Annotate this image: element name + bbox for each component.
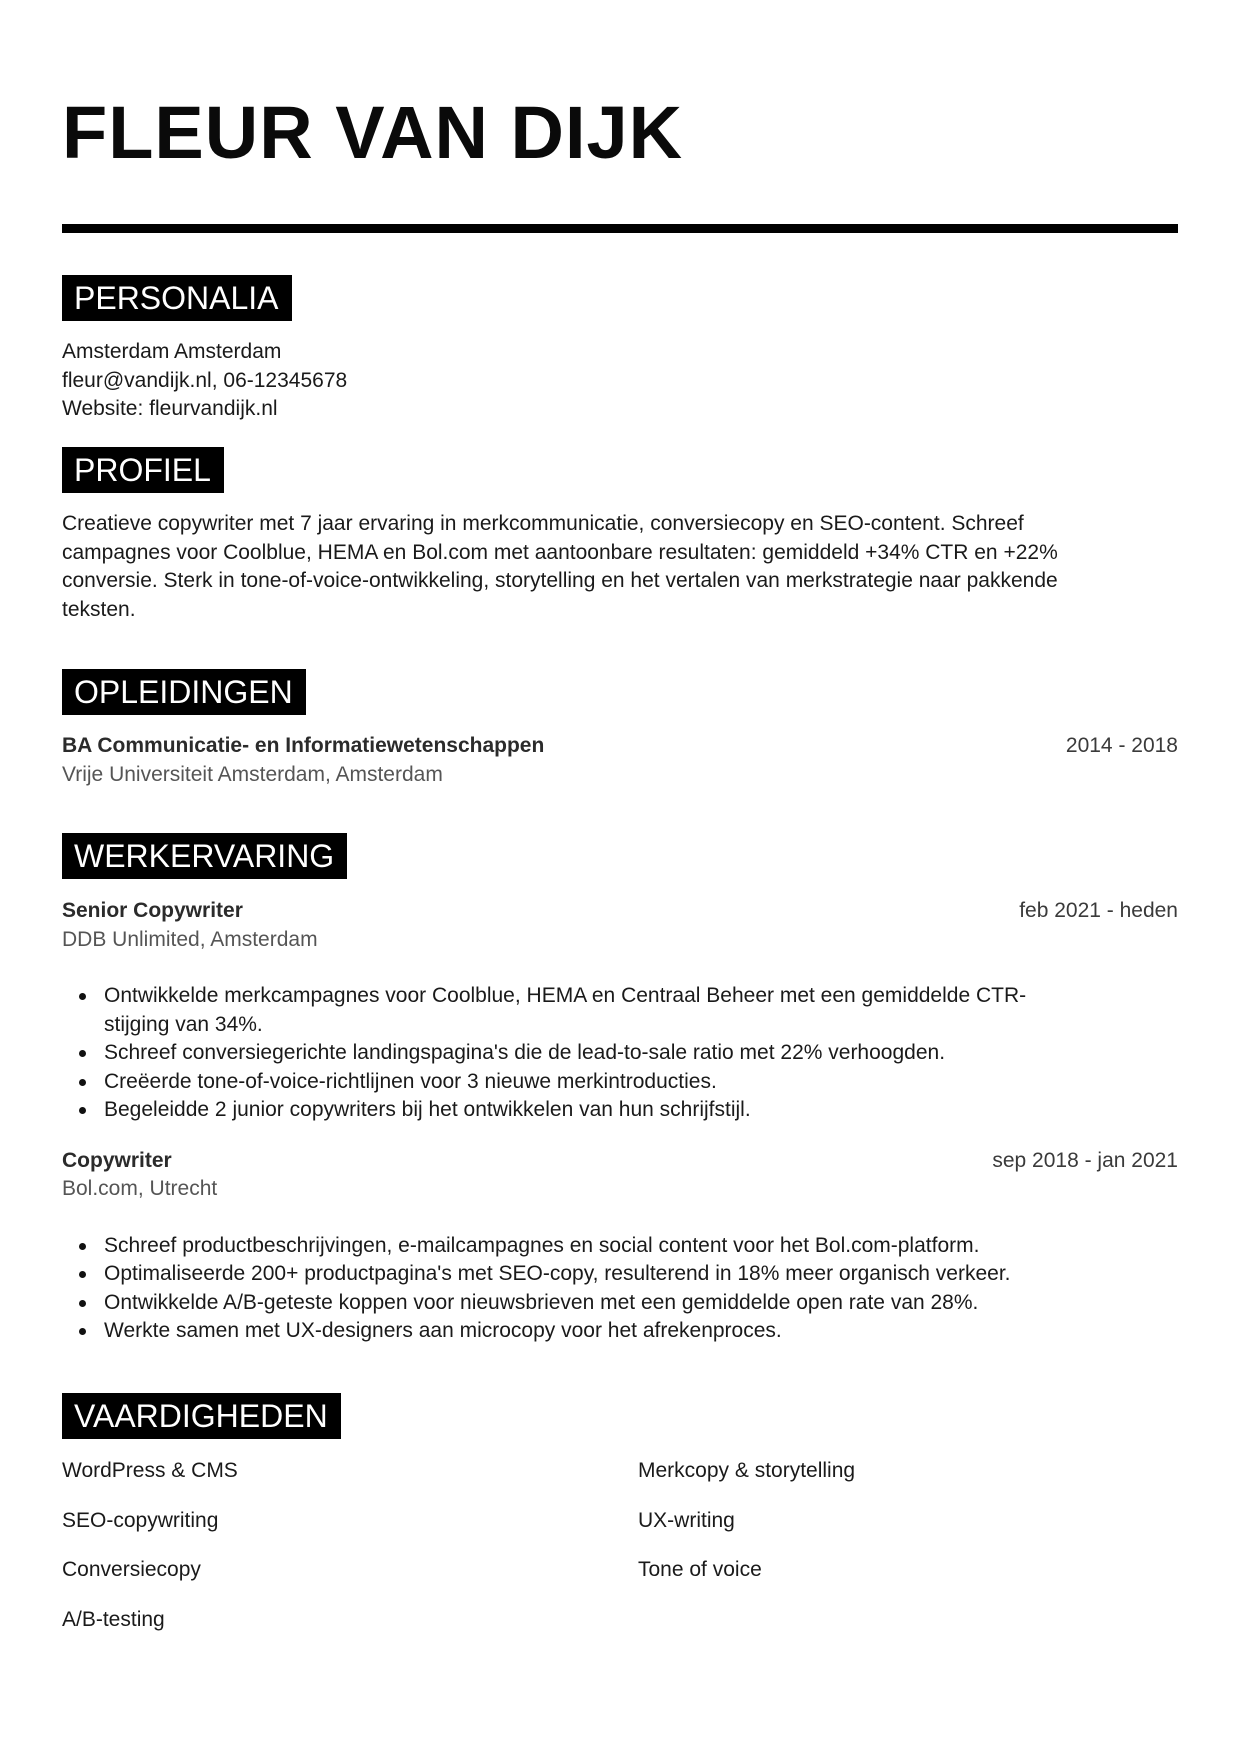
job-date: feb 2021 - heden — [1019, 899, 1178, 922]
skill-item: A/B-testing — [62, 1607, 165, 1631]
skill-item: SEO-copywriting — [62, 1508, 219, 1532]
section-profiel — [62, 447, 1178, 624]
bullet-dot-icon — [79, 1050, 86, 1057]
bullet-dot-icon — [79, 1300, 86, 1307]
section-heading-profiel: PROFIEL — [62, 447, 224, 493]
job-date: sep 2018 - jan 2021 — [992, 1148, 1178, 1172]
bullet-item: Schreef conversiegerichte landingspagina's die de lead-to-sale ratio met 22% verhoogden. — [62, 1039, 1178, 1068]
section-personalia — [62, 275, 1178, 424]
section-vaardigheden — [62, 1393, 1178, 1634]
skill-item: Conversiecopy — [62, 1558, 201, 1581]
skill-item: Tone of voice — [638, 1558, 762, 1581]
bullet-item: Creëerde tone-of-voice-richtlijnen voor 3 nieuwe merkintroducties. — [62, 1068, 1178, 1097]
profile-line: teksten. — [62, 597, 136, 621]
job-header — [62, 897, 1178, 926]
header-divider — [62, 224, 1178, 233]
job-company: Bol.com, Utrecht — [62, 1177, 218, 1200]
education-institution: Vrije Universiteit Amsterdam, Amsterdam — [62, 762, 443, 786]
education-date: 2014 - 2018 — [1065, 734, 1178, 757]
bullet-item: Begeleidde 2 junior copywriters bij het ontwikkelen van hun schrijfstijl. — [62, 1096, 1178, 1125]
candidate-name: FLEUR VAN DIJK — [62, 91, 684, 174]
job-company: DDB Unlimited, Amsterdam — [62, 927, 318, 951]
bullet-item: Optimaliseerde 200+ productpagina's met SEO-copy, resulterend in 18% meer organisch verkeer. — [62, 1260, 1178, 1289]
section-heading-opleidingen: OPLEIDINGEN — [62, 669, 306, 715]
skill-item: WordPress & CMS — [62, 1459, 238, 1482]
job-entry — [62, 897, 1178, 1125]
job-bullets — [62, 1232, 1178, 1346]
section-heading-personalia: PERSONALIA — [62, 275, 292, 321]
education-header — [62, 732, 1178, 761]
education-entry — [62, 732, 1178, 789]
section-werkervaring — [62, 833, 1178, 1346]
bullet-item: Schreef productbeschrijvingen, e-mailcampagnes en social content voor het Bol.com-platform. — [62, 1232, 1178, 1261]
contact-details — [62, 338, 1178, 424]
job-bullets — [62, 982, 1178, 1125]
skills-grid — [62, 1457, 1178, 1634]
bullet-dot-icon — [79, 993, 86, 1000]
section-heading-vaardigheden: VAARDIGHEDEN — [62, 1393, 341, 1439]
job-header — [62, 1147, 1178, 1176]
bullet-item: Werkte samen met UX-designers aan microcopy voor het afrekenproces. — [62, 1317, 1178, 1346]
profile-line: Creatieve copywriter met 7 jaar ervaring in merkcommunicatie, conversiecopy en SEO-content. Schreef — [62, 512, 1024, 535]
bullet-dot-icon — [79, 1243, 86, 1250]
skill-item: UX-writing — [638, 1508, 735, 1532]
bullet-item: Ontwikkelde A/B-geteste koppen voor nieuwsbrieven met een gemiddelde open rate van 28%. — [62, 1289, 1178, 1318]
job-title: Senior Copywriter — [62, 899, 243, 922]
skill-item: Merkcopy & storytelling — [638, 1459, 856, 1482]
bullet-item: Ontwikkelde merkcampagnes voor Coolblue, HEMA en Centraal Beheer met een gemiddelde CTR- stijging van 34%. — [62, 982, 1178, 1039]
bullet-dot-icon — [79, 1079, 86, 1086]
job-title: Copywriter — [62, 1148, 172, 1172]
bullet-dot-icon — [79, 1328, 86, 1335]
contact-email-phone: fleur@vandijk.nl, 06-12345678 — [62, 368, 348, 392]
contact-website: Website: fleurvandijk.nl — [62, 397, 278, 420]
job-entry — [62, 1147, 1178, 1346]
contact-address: Amsterdam Amsterdam — [62, 340, 282, 363]
education-degree: BA Communicatie- en Informatiewetenschappen — [62, 734, 545, 757]
bullet-dot-icon — [79, 1271, 86, 1278]
bullet-dot-icon — [79, 1107, 86, 1114]
profile-summary — [62, 510, 1178, 624]
section-heading-werkervaring: WERKERVARING — [62, 833, 347, 879]
profile-line: conversie. Sterk in tone-of-voice-ontwikkeling, storytelling en het vertalen van merkstrategie naar pakkende — [62, 569, 1058, 592]
profile-line: campagnes voor Coolblue, HEMA en Bol.com met aantoonbare resultaten: gemiddeld +34% CTR en +22% — [62, 540, 1058, 564]
section-opleidingen — [62, 669, 1178, 789]
